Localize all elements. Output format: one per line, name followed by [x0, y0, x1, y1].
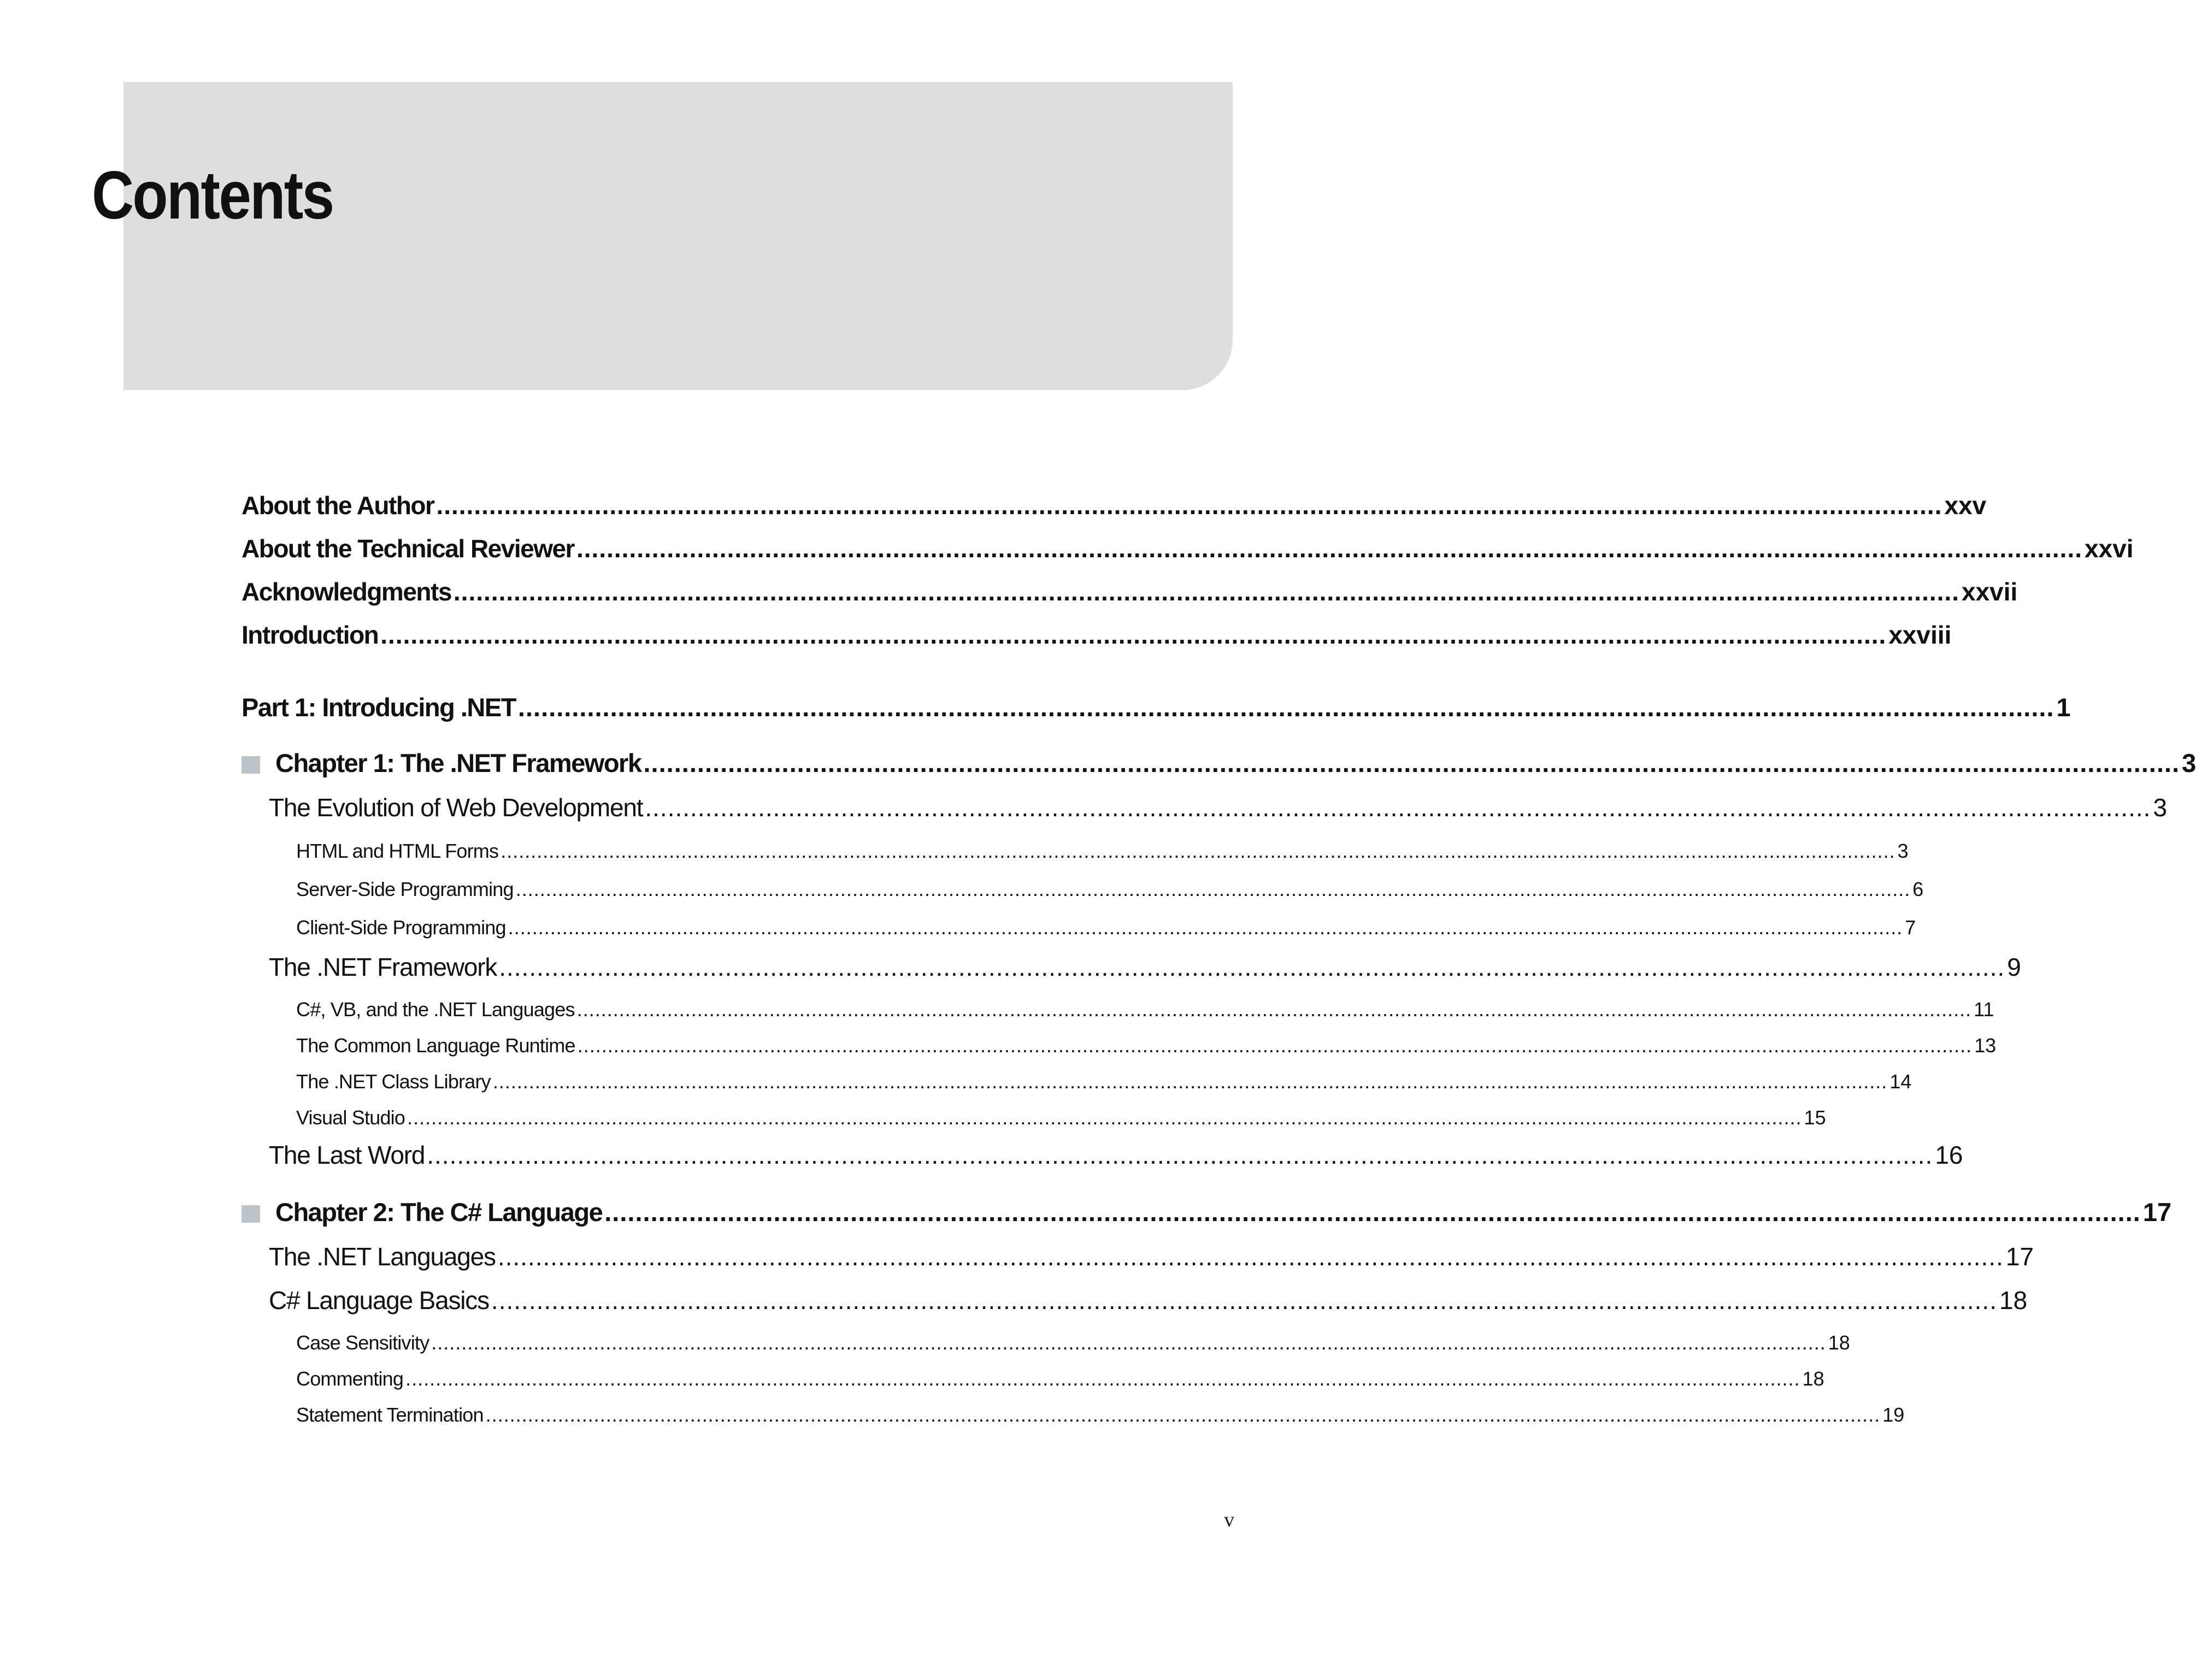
dot-leader: ........................................................................................................................................................................................................ [517, 692, 2054, 722]
toc-entry-section[interactable] [269, 790, 2168, 825]
toc-entry-page: 9 [2007, 953, 2021, 981]
toc-entry-title: Statement Termination [296, 1404, 484, 1426]
toc-entry-subsection[interactable] [296, 872, 1924, 907]
toc-entry-page: 15 [1804, 1106, 1826, 1129]
toc-entry-page: 13 [1974, 1034, 1997, 1057]
toc-entry-introduction[interactable] [242, 617, 1952, 652]
toc-entry-subsection[interactable] [296, 1361, 1824, 1396]
dot-leader: ........................................................................................................................................................................................................ [604, 1197, 2141, 1227]
dot-leader: ........................................................................................................................................................................................................ [645, 793, 2151, 822]
dot-leader: ........................................................................................................................................................................................................................................ [431, 1331, 1826, 1354]
toc-entry-title: Acknowledgments [242, 577, 451, 606]
toc-entry-page: xxvi [2085, 534, 2134, 563]
toc-entry-title: The .NET Class Library [296, 1070, 491, 1093]
toc-entry-subsection[interactable] [296, 1398, 1905, 1433]
dot-leader: ........................................................................................................................................................................................................................................ [515, 878, 1911, 900]
toc-entry-section[interactable] [269, 950, 2021, 985]
toc-entry-page: xxviii [1888, 621, 1952, 649]
toc-entry-title: Part 1: Introducing .NET [242, 692, 516, 722]
toc-entry-chapter-1[interactable] [242, 745, 2196, 780]
dot-leader: ........................................................................................................................................................................................................................................ [407, 1106, 1802, 1129]
toc-entry-title: C#, VB, and the .NET Languages [296, 998, 575, 1021]
toc-entry-page: 16 [1935, 1141, 1963, 1169]
dot-leader: ........................................................................................................................................................................................................................................ [576, 998, 1972, 1021]
toc-entry-title: About the Author [242, 491, 434, 520]
toc-entry-page: 14 [1889, 1070, 1912, 1093]
dot-leader: ........................................................................................................................................................................................................................................ [508, 916, 1903, 939]
toc-entry-about-reviewer[interactable] [242, 531, 2134, 566]
toc-entry-page: 19 [1882, 1404, 1905, 1426]
toc-entry-title: The Common Language Runtime [296, 1034, 575, 1057]
toc-entry-title: Server-Side Programming [296, 878, 514, 900]
dot-leader: ........................................................................................................................................................................................................................................ [577, 1034, 1973, 1057]
chapter-bullet-icon [242, 756, 260, 774]
toc-entry-page: xxv [1944, 491, 1987, 520]
toc-entry-chapter-2[interactable] [242, 1194, 2172, 1229]
chapter-bullet-icon [242, 1205, 260, 1223]
toc-entry-title: The .NET Framework [269, 953, 497, 981]
toc-entry-subsection[interactable] [296, 1325, 1850, 1360]
dot-leader: ........................................................................................................................................................................................................................................ [405, 1367, 1800, 1390]
toc-entry-page: xxvii [1961, 577, 2018, 606]
toc-entry-section[interactable] [269, 1137, 1963, 1172]
toc-entry-title: The Last Word [269, 1141, 425, 1169]
toc-entry-about-author[interactable] [242, 488, 1987, 523]
toc-entry-section[interactable] [269, 1283, 2028, 1318]
toc-entry-page: 18 [1828, 1331, 1850, 1354]
table-of-contents [242, 0, 2196, 1680]
toc-entry-page: 17 [2142, 1197, 2172, 1227]
toc-entry-subsection[interactable] [296, 1064, 1912, 1099]
page-number: v [1224, 1508, 1234, 1531]
toc-entry-page: 6 [1912, 878, 1924, 900]
dot-leader: ........................................................................................................................................................................................................................................ [492, 1070, 1888, 1093]
toc-entry-page: 3 [2182, 748, 2196, 777]
toc-entry-title: Chapter 1: The .NET Framework [275, 748, 641, 777]
toc-entry-page: 3 [1897, 840, 1909, 862]
toc-entry-subsection[interactable] [296, 992, 1994, 1027]
toc-entry-subsection[interactable] [296, 834, 1909, 869]
toc-entry-title: Chapter 2: The C# Language [275, 1197, 603, 1227]
toc-entry-title: Introduction [242, 621, 379, 649]
page-title: Contents [92, 158, 333, 233]
toc-entry-page: 11 [1974, 998, 1994, 1021]
toc-entry-section[interactable] [269, 1239, 2034, 1274]
dot-leader: ........................................................................................................................................................................................................ [499, 953, 2005, 981]
toc-entry-title: Client-Side Programming [296, 916, 506, 939]
dot-leader: ........................................................................................................................................................................................................ [497, 1242, 2004, 1271]
toc-entry-title: Commenting [296, 1367, 404, 1390]
dot-leader: ........................................................................................................................................................................................................................................ [485, 1404, 1881, 1426]
dot-leader: ........................................................................................................................................................................................................ [427, 1141, 1933, 1169]
dot-leader: ........................................................................................................................................................................................................................................ [501, 840, 1895, 862]
toc-entry-title: The .NET Languages [269, 1242, 496, 1271]
toc-entry-page: 18 [1802, 1367, 1824, 1390]
dot-leader: ........................................................................................................................................................................................................ [643, 748, 2180, 777]
toc-entry-subsection[interactable] [296, 1028, 1997, 1063]
toc-entry-part-1[interactable] [242, 689, 2071, 724]
dot-leader: ........................................................................................................................................................................................................ [436, 491, 1942, 520]
dot-leader: ........................................................................................................................................................................................................ [491, 1286, 1997, 1314]
toc-entry-page: 7 [1905, 916, 1916, 939]
dot-leader: ........................................................................................................................................................................................................ [380, 621, 1887, 649]
toc-entry-title: Case Sensitivity [296, 1331, 429, 1354]
toc-entry-title: The Evolution of Web Development [269, 793, 643, 822]
toc-entry-title: About the Technical Reviewer [242, 534, 574, 563]
toc-entry-page: 17 [2005, 1242, 2034, 1271]
toc-entry-title: HTML and HTML Forms [296, 840, 499, 862]
toc-entry-title: C# Language Basics [269, 1286, 489, 1314]
toc-entry-page: 18 [1999, 1286, 2028, 1314]
toc-entry-title: Visual Studio [296, 1106, 405, 1129]
toc-entry-page: 1 [2056, 692, 2071, 722]
dot-leader: ........................................................................................................................................................................................................ [576, 534, 2083, 563]
toc-entry-acknowledgments[interactable] [242, 574, 2018, 609]
toc-entry-page: 3 [2153, 793, 2168, 822]
toc-entry-subsection[interactable] [296, 1100, 1826, 1135]
dot-leader: ........................................................................................................................................................................................................ [453, 577, 1959, 606]
toc-entry-subsection[interactable] [296, 910, 1916, 945]
